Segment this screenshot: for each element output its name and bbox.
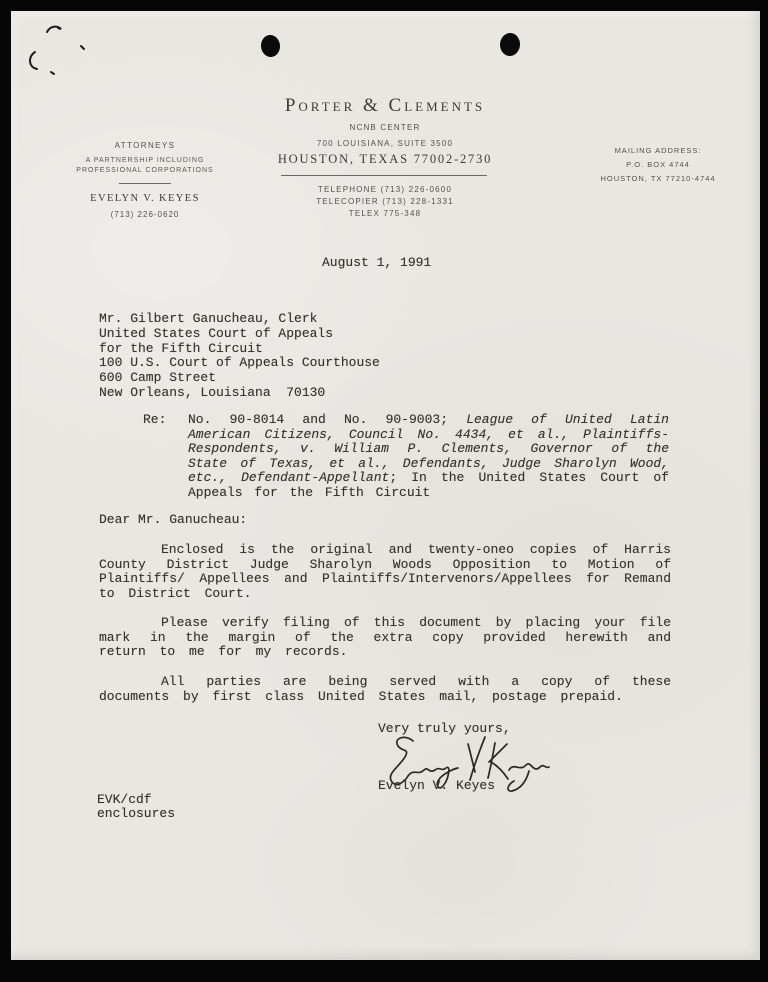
recipient-line: Mr. Gilbert Ganucheau, Clerk: [99, 311, 318, 326]
firm-telex: TELEX 775-348: [348, 209, 422, 218]
complimentary-close: Very truly yours,: [378, 721, 511, 736]
recipient-line: 100 U.S. Court of Appeals Courthouse: [99, 355, 380, 371]
firm-telecopier: TELECOPIER (713) 228-1331: [316, 197, 454, 206]
attorney-phone: (713) 226-0620: [110, 210, 180, 219]
firm-street: 700 LOUISIANA, SUITE 3500: [316, 139, 454, 148]
recipient-line: 600 Camp Street: [99, 370, 217, 386]
letter-date: August 1, 1991: [322, 255, 432, 270]
re-subject: [188, 413, 669, 500]
body-paragraph-1: Enclosed is the original and twenty-oneo copies of Harris County District Judge Sharolyn Woods Opposition to Motion of Plaintiffs/ Appellees and Plaintiffs/Intervenors/Appellees for Remand to District Court.: [99, 542, 671, 601]
recipient-address: [99, 312, 380, 401]
punch-hole-left: [260, 34, 281, 58]
body-paragraph-3: All parties are being served with a copy of these documents by first class United States mail, postage prepaid.: [99, 674, 671, 704]
letterhead-center-rule: [281, 175, 487, 176]
letter-paper: [11, 11, 760, 960]
attorney-name: EVELYN V. KEYES: [90, 193, 200, 204]
mailing-address-label: MAILING ADDRESS:: [614, 146, 702, 155]
recipient-line: for the Fifth Circuit: [99, 340, 263, 356]
letterhead-left-rule: [119, 183, 171, 184]
enclosure-notation: enclosures: [97, 806, 176, 821]
partnership-line-2: PROFESSIONAL CORPORATIONS: [76, 167, 214, 174]
signer-name: Evelyn V. Keyes: [378, 778, 496, 793]
punch-hole-right: [499, 32, 521, 56]
re-case-numbers: No. 90-8014 and No. 90-9003;: [188, 412, 467, 427]
salutation: Dear Mr. Ganucheau:: [99, 512, 248, 527]
re-court: ; In the United States Court of Appeals for the Fifth Circuit: [188, 470, 669, 500]
recipient-line: New Orleans, Louisiana 70130: [99, 384, 326, 400]
typist-initials: EVK/cdf: [97, 792, 152, 807]
mailing-city: HOUSTON, TX 77210-4744: [600, 174, 716, 183]
recipient-line: United States Court of Appeals: [99, 325, 334, 341]
mailing-pobox: P.O. BOX 4744: [626, 160, 690, 169]
re-case-name: League of United Latin American Citizens, Council No. 4434, et al., Plaintiffs-Respondents, v. William P. Clements, Governor of the State of Texas, et al., Defendants, Judge Sharolyn Wood, etc., Defendant-Appellant: [188, 412, 669, 485]
attorneys-label: ATTORNEYS: [114, 141, 176, 150]
re-label: Re:: [143, 412, 167, 427]
firm-city: HOUSTON, TEXAS 77002-2730: [277, 152, 493, 166]
pen-marks: [21, 16, 131, 86]
body-paragraph-2: Please verify filing of this document by placing your file mark in the margin of the extra copy provided herewith and return to me for my records.: [99, 615, 671, 660]
firm-telephone: TELEPHONE (713) 226-0600: [317, 185, 453, 194]
partnership-line-1: A PARTNERSHIP INCLUDING: [85, 157, 205, 164]
firm-name: Porter & Clements: [284, 95, 486, 116]
firm-building: NCNB CENTER: [349, 123, 421, 132]
